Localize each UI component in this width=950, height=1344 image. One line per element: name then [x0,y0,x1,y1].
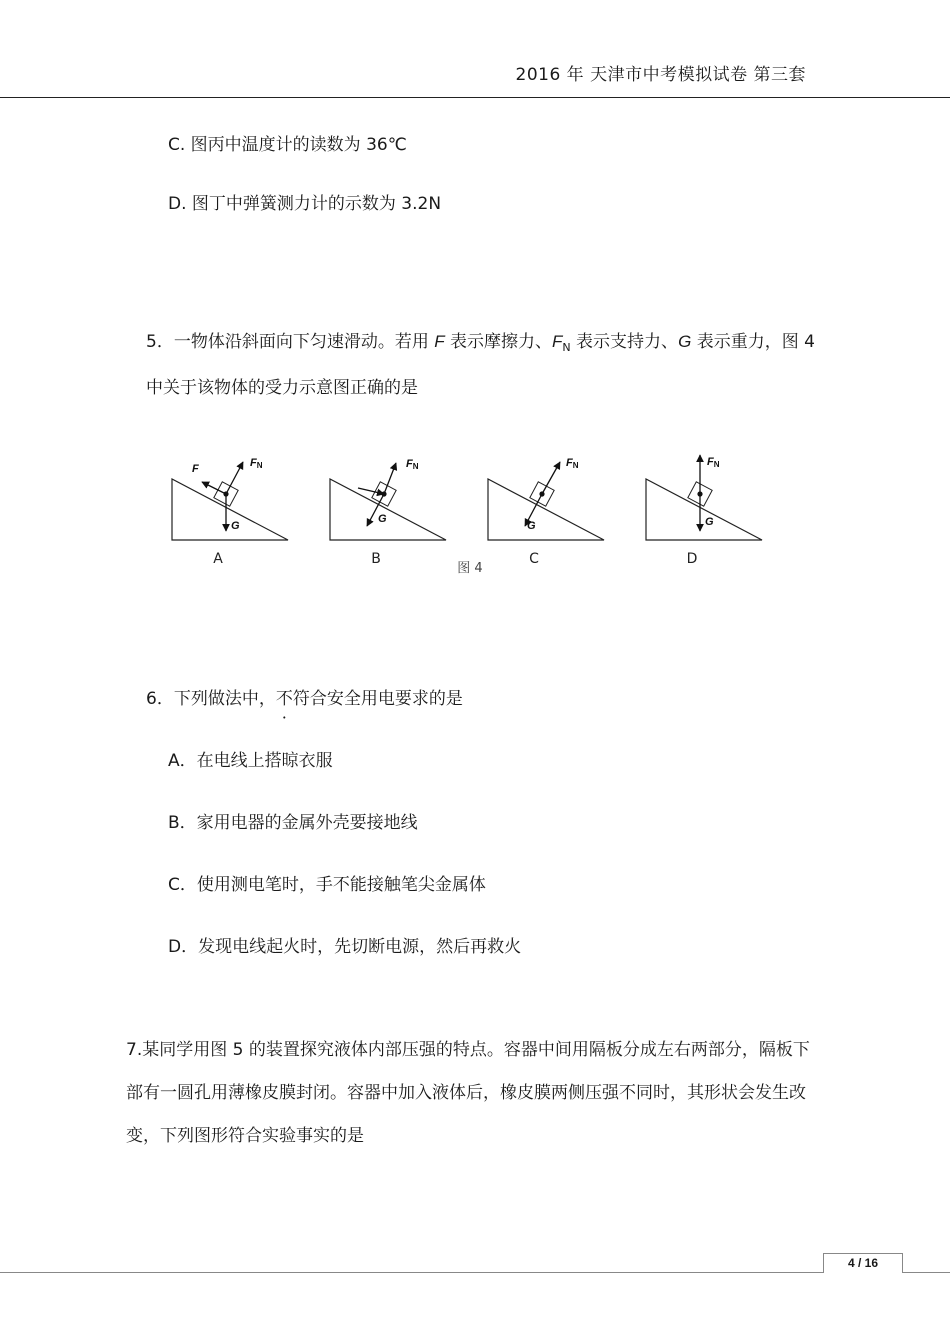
panel-label: A [213,551,223,567]
q6-stem-part2: 符合安全用电要求的是 [292,689,463,709]
q5-text-1: 5．一物体沿斜面向下匀速滑动。若用 [146,332,435,352]
force-label-g: G [378,513,387,525]
force-label-g: G [705,516,714,528]
q7-stem-line2: 部有一圆孔用薄橡皮膜封闭。容器中加入液体后，橡皮膜两侧压强不同时，其形状会发生改 [126,1083,806,1103]
force-label-fn: FN [250,457,263,470]
force-label-f: F [192,463,199,475]
panel-label: C [529,551,539,567]
force-label-g: G [231,520,240,532]
q6-option-a: A．在电线上搭晾衣服 [168,751,333,771]
q7-stem-line1: 7.某同学用图 5 的装置探究液体内部压强的特点。容器中间用隔板分成左右两部分，隔板下 [126,1040,810,1060]
q6-option-d: D．发现电线起火时，先切断电源，然后再救火 [168,937,522,957]
force-label-fn: FN [406,458,419,471]
page-number: 4 / 16 [823,1253,903,1273]
q6-option-b: B．家用电器的金属外壳要接地线 [168,813,418,833]
force-diagram-b [330,458,446,567]
q4-option-d: D. 图丁中弹簧测力计的示数为 3.2N [168,194,442,214]
panel-label: B [371,551,381,567]
q5-text-2: 表示摩擦力、 [444,332,553,352]
force-label-fn: FN [707,456,720,469]
q5-stem-line1 [146,330,815,356]
force-diagram-d [646,455,762,567]
header-rule [0,97,950,98]
figure-4-force-diagrams [160,445,780,595]
force-label-g: G [527,520,536,532]
q6-option-c: C．使用测电笔时，手不能接触笔尖金属体 [168,875,486,895]
q5-symbol-fn: F [552,332,563,351]
q5-stem-line2: 中关于该物体的受力示意图正确的是 [146,378,418,398]
q5-symbol-fn-sub: N [562,341,571,354]
q4-option-c: C. 图丙中温度计的读数为 36℃ [168,135,407,155]
q6-stem-part1: 6．下列做法中， [146,689,276,709]
q6-stem [146,687,463,711]
q5-text-4: 表示重力，图 4 [691,332,815,352]
force-diagram-c [488,457,604,567]
figure-caption: 图 4 [457,561,483,576]
q7-stem-line3: 变，下列图形符合实验事实的是 [126,1126,364,1146]
footer-rule [0,1272,950,1273]
q5-symbol-g: G [678,332,692,351]
page-header-title: 2016 年 天津市中考模拟试卷 第三套 [515,65,806,85]
q5-text-3: 表示支持力、 [570,332,679,352]
force-label-fn: FN [566,457,579,470]
q6-stem-emphasis: 不 [275,689,293,709]
q5-symbol-f: F [434,332,445,351]
force-diagram-a [172,457,288,567]
panel-label: D [686,551,698,567]
